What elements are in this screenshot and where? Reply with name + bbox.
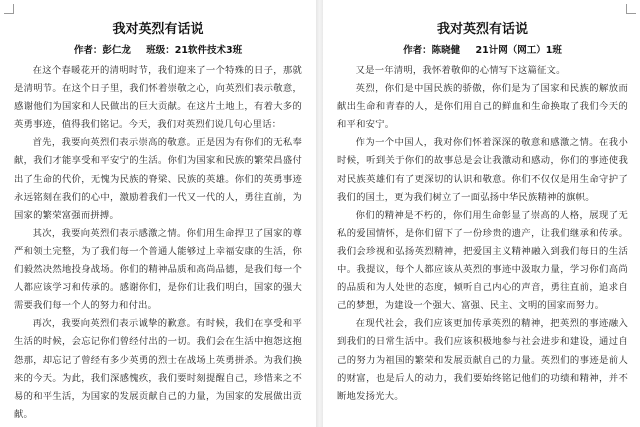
right-paragraph: 在现代社会，我们应该更加传承英烈的精神，把英烈的事迹融入到我们的日常生活中。我们应该积极地参与社会进步和建设，通过自己的努力为祖国的繁荣和发展贡献自己的力量。英烈们的事迹是前人的财富，也是后人的动力，我们要始终铭记他们的功绩和精神，并不断地发扬光大。 bbox=[337, 318, 628, 402]
left-class bbox=[146, 45, 242, 56]
right-paragraph: 又是一年清明，我怀着敬仰的心情写下这篇征文。 bbox=[355, 65, 566, 76]
left-paragraph: 再次，我要向英烈们表示诚挚的歉意。有时候，我们在享受和平生活的时候，会忘记你们曾经付出的一切。我们会在生活中抱怨这抱怨那，却忘记了曾经有多少英勇的烈士在战场上英勇拼杀。为我们换来的今天。为此，我们深感愧疚，我们要时刻提醒自己，珍惜来之不易的和平生活，为国家的发展贡献自己的力量，为国家的发展做出贡献。 bbox=[14, 318, 302, 420]
right-paragraph: 你们的精神是不朽的，你们用生命彰显了崇高的人格，展现了无私的爱国情怀，是你们留下了一份珍贵的遗产，让我们继承和传承。我们会珍视和弘扬英烈精神，把爱国主义精神融入到我们每日的生活中。我提议，每个人都应该从英烈的事迹中汲取力量，学习你们高尚的品质和为人处世的态度，倾听自己内心的声音，勇往直前，追求自己的梦想，为建设一个强大、富强、民主、文明的国家而努力。 bbox=[337, 209, 628, 312]
right-document-page bbox=[323, 0, 640, 427]
page-corner-mark bbox=[4, 4, 14, 14]
left-author-name: 彭仁龙 bbox=[102, 45, 131, 56]
right-page-byline bbox=[337, 44, 628, 57]
page-gutter bbox=[316, 0, 323, 427]
left-paragraph: 其次，我要向英烈们表示感激之情。你们用生命捍卫了国家的尊严和领土完整，为了我们每一个普通人能够过上幸福安康的生活，你们毅然决然地投身战场。你们的精神品质和高尚品德，是我们每一个人都应该学习和传承的。感谢你们，是你们让我们明白，国家的强大需要我们每一个人的努力和付出。 bbox=[14, 227, 302, 312]
left-document-page bbox=[0, 0, 316, 427]
left-class-name: 21软件技术3班 bbox=[174, 45, 243, 56]
page-corner-mark bbox=[626, 4, 636, 14]
right-paragraph: 作为一个中国人，我对你们怀着深深的敬意和感激之情。在我小时候，听到关于你们的故事总是会让我激动和感动，你们的事迹使我对民族英雄们有了更深切的认识和敬意。你们不仅仅是用生命守护了我们的国土，更为我们树立了一面弘扬中华民族精神的旗帜。 bbox=[337, 137, 628, 203]
left-paragraph: 在这个春暖花开的清明时节，我们迎来了一个特殊的日子，那就是清明节。在这个日子里，我们怀着崇敬之心，向英烈们表示敬意，感谢他们为国家和人民做出的巨大贡献。在这片土地上，有着大多的英勇事迹，值得我们铭记。今天，我们对英烈们说几句心里话： bbox=[14, 65, 302, 131]
right-author-name: 陈晓健 bbox=[431, 45, 461, 56]
left-author bbox=[74, 45, 131, 56]
right-author-label: 作者： bbox=[403, 45, 432, 56]
right-author bbox=[403, 45, 460, 56]
left-author-label: 作者： bbox=[73, 45, 103, 56]
left-paragraph: 首先，我要向英烈们表示崇高的敬意。正是因为有你们的无私奉献，我们才能享受和平安宁的生活。你们为国家和民族的繁荣昌盛付出了生命的代价，无愧为民族的脊梁、民族的英雄。你们的英勇事迹永远铭刻在我们的心中，激励着我们一代又一代的人，勇往直前，为国家的繁荣富强而拼搏。 bbox=[14, 137, 302, 221]
right-page-title: 我对英烈有话说 bbox=[436, 22, 528, 37]
right-class: 21计网（网工）1班 bbox=[475, 45, 562, 56]
left-page-byline bbox=[14, 44, 302, 57]
right-paragraph: 英烈，你们是中国民族的骄傲，你们是为了国家和民族的解放而献出生命和青春的人，是你们用自己的鲜血和生命换取了我们今天的和平和安宁。 bbox=[337, 83, 628, 131]
left-class-label: 班级： bbox=[146, 45, 175, 56]
left-page-title: 我对英烈有话说 bbox=[112, 22, 204, 37]
